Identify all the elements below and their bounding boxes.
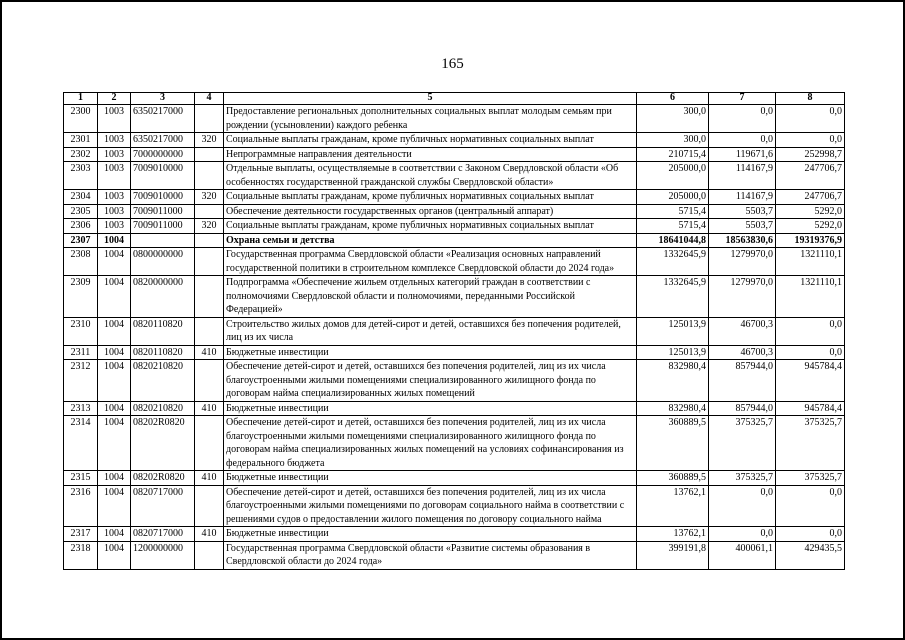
header-cell: 6 xyxy=(637,93,709,105)
row-number-cell: 2312 xyxy=(64,360,98,402)
amount-cell: 0,0 xyxy=(776,485,845,527)
table-row xyxy=(64,162,845,190)
expense-type-cell xyxy=(195,541,224,569)
section-code-cell: 1003 xyxy=(98,162,131,190)
expense-type-cell: 320 xyxy=(195,190,224,205)
section-code-cell: 1004 xyxy=(98,471,131,486)
amount-cell: 857944,0 xyxy=(709,401,776,416)
row-number-cell: 2305 xyxy=(64,204,98,219)
row-number-cell: 2313 xyxy=(64,401,98,416)
expense-type-cell xyxy=(195,233,224,248)
table-header-row xyxy=(64,93,845,105)
amount-cell: 0,0 xyxy=(776,105,845,133)
section-code-cell: 1004 xyxy=(98,541,131,569)
amount-cell: 1332645,9 xyxy=(637,248,709,276)
item-name-cell: Предоставление региональных дополнительных социальных выплат молодым семьям при рождении (усыновлении) каждого ребенка xyxy=(224,105,637,133)
row-number-cell: 2302 xyxy=(64,147,98,162)
amount-cell: 945784,4 xyxy=(776,401,845,416)
expense-type-cell: 320 xyxy=(195,133,224,148)
section-code-cell: 1004 xyxy=(98,248,131,276)
amount-cell: 5292,0 xyxy=(776,219,845,234)
amount-cell: 0,0 xyxy=(776,317,845,345)
item-name-cell: Подпрограмма «Обеспечение жильем отдельных категорий граждан в соответствии с полномочиями Свердловской области и полномочиями, переданными Российской Федерацией» xyxy=(224,276,637,318)
section-code-cell: 1004 xyxy=(98,233,131,248)
table-row xyxy=(64,133,845,148)
expense-type-cell xyxy=(195,248,224,276)
amount-cell: 857944,0 xyxy=(709,360,776,402)
section-code-cell: 1004 xyxy=(98,360,131,402)
table-row xyxy=(64,345,845,360)
expense-type-cell xyxy=(195,416,224,471)
section-code-cell: 1004 xyxy=(98,401,131,416)
amount-cell: 0,0 xyxy=(776,527,845,542)
target-article-cell: 0820110820 xyxy=(131,317,195,345)
amount-cell: 13762,1 xyxy=(637,485,709,527)
amount-cell: 0,0 xyxy=(709,105,776,133)
target-article-cell: 0800000000 xyxy=(131,248,195,276)
expense-type-cell xyxy=(195,204,224,219)
item-name-cell: Социальные выплаты гражданам, кроме публичных нормативных социальных выплат xyxy=(224,133,637,148)
amount-cell: 46700,3 xyxy=(709,317,776,345)
target-article-cell xyxy=(131,233,195,248)
target-article-cell: 08202R0820 xyxy=(131,416,195,471)
target-article-cell: 7009011000 xyxy=(131,204,195,219)
target-article-cell: 6350217000 xyxy=(131,105,195,133)
table-row xyxy=(64,248,845,276)
row-number-cell: 2315 xyxy=(64,471,98,486)
amount-cell: 375325,7 xyxy=(776,416,845,471)
expense-type-cell: 410 xyxy=(195,527,224,542)
amount-cell: 0,0 xyxy=(709,133,776,148)
target-article-cell: 0820717000 xyxy=(131,485,195,527)
amount-cell: 0,0 xyxy=(709,527,776,542)
item-name-cell: Обеспечение деятельности государственных органов (центральный аппарат) xyxy=(224,204,637,219)
section-code-cell: 1004 xyxy=(98,416,131,471)
section-code-cell: 1003 xyxy=(98,147,131,162)
page-number: 165 xyxy=(441,56,464,72)
expense-type-cell: 410 xyxy=(195,471,224,486)
target-article-cell: 7000000000 xyxy=(131,147,195,162)
amount-cell: 18563830,6 xyxy=(709,233,776,248)
row-number-cell: 2308 xyxy=(64,248,98,276)
section-code-cell: 1003 xyxy=(98,105,131,133)
row-number-cell: 2306 xyxy=(64,219,98,234)
table-row xyxy=(64,416,845,471)
expense-type-cell xyxy=(195,360,224,402)
table-row xyxy=(64,204,845,219)
target-article-cell: 0820210820 xyxy=(131,401,195,416)
amount-cell: 832980,4 xyxy=(637,360,709,402)
table-row xyxy=(64,527,845,542)
section-code-cell: 1004 xyxy=(98,527,131,542)
target-article-cell: 0820000000 xyxy=(131,276,195,318)
item-name-cell: Бюджетные инвестиции xyxy=(224,471,637,486)
amount-cell: 375325,7 xyxy=(709,416,776,471)
item-name-cell: Непрограммные направления деятельности xyxy=(224,147,637,162)
expense-type-cell: 410 xyxy=(195,345,224,360)
item-name-cell: Социальные выплаты гражданам, кроме публичных нормативных социальных выплат xyxy=(224,219,637,234)
expense-type-cell xyxy=(195,276,224,318)
amount-cell: 247706,7 xyxy=(776,190,845,205)
amount-cell: 300,0 xyxy=(637,133,709,148)
amount-cell: 399191,8 xyxy=(637,541,709,569)
target-article-cell: 7009010000 xyxy=(131,190,195,205)
item-name-cell: Бюджетные инвестиции xyxy=(224,401,637,416)
target-article-cell: 0820110820 xyxy=(131,345,195,360)
row-number-cell: 2318 xyxy=(64,541,98,569)
expense-type-cell xyxy=(195,105,224,133)
table-row xyxy=(64,317,845,345)
amount-cell: 5715,4 xyxy=(637,219,709,234)
item-name-cell: Государственная программа Свердловской области «Реализация основных направлений государственной политики в строительном комплексе Свердловской области до 2024 года» xyxy=(224,248,637,276)
amount-cell: 375325,7 xyxy=(776,471,845,486)
amount-cell: 19319376,9 xyxy=(776,233,845,248)
table-body xyxy=(64,105,845,570)
row-number-cell: 2310 xyxy=(64,317,98,345)
amount-cell: 46700,3 xyxy=(709,345,776,360)
amount-cell: 13762,1 xyxy=(637,527,709,542)
header-cell: 4 xyxy=(195,93,224,105)
row-number-cell: 2303 xyxy=(64,162,98,190)
item-name-cell: Обеспечение детей-сирот и детей, оставшихся без попечения родителей, лиц из их числа благоустроенными жилыми помещениями по договорам социального найма в соответствии с решениями судов о предоставлении жилого помещения по договору социального найма xyxy=(224,485,637,527)
header-cell: 8 xyxy=(776,93,845,105)
amount-cell: 5292,0 xyxy=(776,204,845,219)
expense-type-cell: 410 xyxy=(195,401,224,416)
item-name-cell: Строительство жилых домов для детей-сирот и детей, оставшихся без попечения родителей, лиц из их числа xyxy=(224,317,637,345)
section-code-cell: 1004 xyxy=(98,345,131,360)
amount-cell: 1321110,1 xyxy=(776,248,845,276)
amount-cell: 945784,4 xyxy=(776,360,845,402)
item-name-cell: Обеспечение детей-сирот и детей, оставшихся без попечения родителей, лиц из их числа благоустроенными жилыми помещениями специализированного жилищного фонда по договорам найма специализированных жилых помещений на условиях софинансирования из федерального бюджета xyxy=(224,416,637,471)
item-name-cell: Государственная программа Свердловской области «Развитие системы образования в Свердловской области до 2024 года» xyxy=(224,541,637,569)
section-code-cell: 1004 xyxy=(98,485,131,527)
target-article-cell: 7009010000 xyxy=(131,162,195,190)
amount-cell: 1321110,1 xyxy=(776,276,845,318)
section-code-cell: 1004 xyxy=(98,317,131,345)
amount-cell: 5503,7 xyxy=(709,219,776,234)
target-article-cell: 0820717000 xyxy=(131,527,195,542)
table-row xyxy=(64,233,845,248)
section-code-cell: 1003 xyxy=(98,219,131,234)
amount-cell: 0,0 xyxy=(776,133,845,148)
header-cell: 5 xyxy=(224,93,637,105)
amount-cell: 375325,7 xyxy=(709,471,776,486)
table-row xyxy=(64,471,845,486)
amount-cell: 210715,4 xyxy=(637,147,709,162)
expense-type-cell xyxy=(195,485,224,527)
target-article-cell: 0820210820 xyxy=(131,360,195,402)
amount-cell: 205000,0 xyxy=(637,190,709,205)
expense-type-cell xyxy=(195,147,224,162)
amount-cell: 247706,7 xyxy=(776,162,845,190)
row-number-cell: 2304 xyxy=(64,190,98,205)
section-code-cell: 1003 xyxy=(98,133,131,148)
item-name-cell: Охрана семьи и детства xyxy=(224,233,637,248)
amount-cell: 5503,7 xyxy=(709,204,776,219)
amount-cell: 114167,9 xyxy=(709,162,776,190)
table-row xyxy=(64,541,845,569)
amount-cell: 429435,5 xyxy=(776,541,845,569)
amount-cell: 125013,9 xyxy=(637,317,709,345)
amount-cell: 1332645,9 xyxy=(637,276,709,318)
amount-cell: 252998,7 xyxy=(776,147,845,162)
amount-cell: 0,0 xyxy=(709,485,776,527)
table-row xyxy=(64,276,845,318)
amount-cell: 832980,4 xyxy=(637,401,709,416)
expense-type-cell: 320 xyxy=(195,219,224,234)
header-cell: 3 xyxy=(131,93,195,105)
table-row xyxy=(64,190,845,205)
header-cell: 7 xyxy=(709,93,776,105)
budget-table xyxy=(63,92,845,570)
section-code-cell: 1003 xyxy=(98,190,131,205)
target-article-cell: 1200000000 xyxy=(131,541,195,569)
amount-cell: 114167,9 xyxy=(709,190,776,205)
row-number-cell: 2317 xyxy=(64,527,98,542)
amount-cell: 1279970,0 xyxy=(709,276,776,318)
row-number-cell: 2316 xyxy=(64,485,98,527)
section-code-cell: 1004 xyxy=(98,276,131,318)
expense-type-cell xyxy=(195,317,224,345)
target-article-cell: 08202R0820 xyxy=(131,471,195,486)
target-article-cell: 6350217000 xyxy=(131,133,195,148)
row-number-cell: 2314 xyxy=(64,416,98,471)
table-row xyxy=(64,401,845,416)
amount-cell: 125013,9 xyxy=(637,345,709,360)
item-name-cell: Бюджетные инвестиции xyxy=(224,345,637,360)
amount-cell: 18641044,8 xyxy=(637,233,709,248)
amount-cell: 360889,5 xyxy=(637,471,709,486)
row-number-cell: 2307 xyxy=(64,233,98,248)
table-row xyxy=(64,360,845,402)
item-name-cell: Социальные выплаты гражданам, кроме публичных нормативных социальных выплат xyxy=(224,190,637,205)
header-cell: 2 xyxy=(98,93,131,105)
table-row xyxy=(64,105,845,133)
row-number-cell: 2300 xyxy=(64,105,98,133)
amount-cell: 0,0 xyxy=(776,345,845,360)
row-number-cell: 2311 xyxy=(64,345,98,360)
amount-cell: 119671,6 xyxy=(709,147,776,162)
amount-cell: 1279970,0 xyxy=(709,248,776,276)
section-code-cell: 1003 xyxy=(98,204,131,219)
table-row xyxy=(64,147,845,162)
amount-cell: 360889,5 xyxy=(637,416,709,471)
expense-type-cell xyxy=(195,162,224,190)
amount-cell: 300,0 xyxy=(637,105,709,133)
table-row xyxy=(64,485,845,527)
table-row xyxy=(64,219,845,234)
item-name-cell: Бюджетные инвестиции xyxy=(224,527,637,542)
item-name-cell: Отдельные выплаты, осуществляемые в соответствии с Законом Свердловской области «Об особенностях государственной гражданской службы Свердловской области» xyxy=(224,162,637,190)
amount-cell: 205000,0 xyxy=(637,162,709,190)
row-number-cell: 2309 xyxy=(64,276,98,318)
amount-cell: 5715,4 xyxy=(637,204,709,219)
target-article-cell: 7009011000 xyxy=(131,219,195,234)
item-name-cell: Обеспечение детей-сирот и детей, оставшихся без попечения родителей, лиц из их числа благоустроенными жилыми помещениями специализированного жилищного фонда по договорам найма специализированных жилых помещений xyxy=(224,360,637,402)
row-number-cell: 2301 xyxy=(64,133,98,148)
amount-cell: 400061,1 xyxy=(709,541,776,569)
header-cell: 1 xyxy=(64,93,98,105)
